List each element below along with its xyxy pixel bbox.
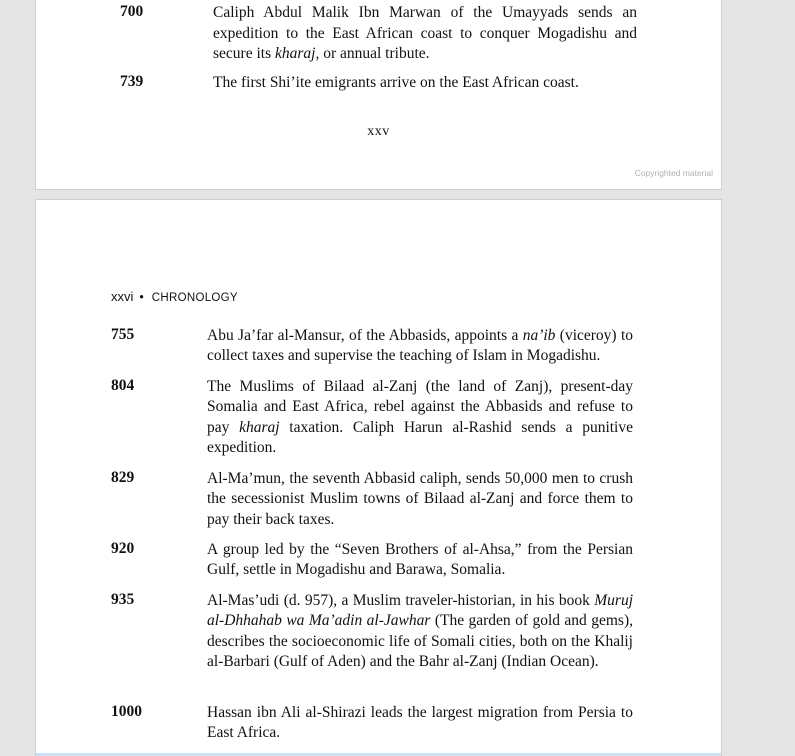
year-829: 829 (111, 469, 135, 486)
folio-page-number: xxv (367, 124, 390, 139)
entry-1000-text: Hassan ibn Ali al-Shirazi leads the largest migration from Persia to East Africa. (207, 704, 633, 742)
year-700: 700 (120, 3, 144, 20)
entry-804-text: The Muslims of Bilaad al-Zanj (the land of Zanj), present-day Somalia and East Africa, rebel against the Abbasids and refuse to pay kharaj taxation. Caliph Harun al-Rashid sends a punitive expedition. (207, 378, 633, 456)
entry-700-text: Caliph Abdul Malik Ibn Marwan of the Umayyads sends an expedition to the East African coast to conquer Mogadishu and secure its kharaj, or annual tribute. (213, 4, 637, 62)
entry-829-text: Al-Ma’mun, the seventh Abbasid caliph, sends 50,000 men to crush the secessionist Muslim towns of Bilaad al-Zanj and force them to pay their back taxes. (207, 470, 633, 528)
year-935: 935 (111, 591, 135, 608)
entry-755-text: Abu Ja’far al-Mansur, of the Abbasids, appoints a na’ib (viceroy) to collect taxes and supervise the teaching of Islam in Mogadishu. (207, 327, 633, 365)
entry-920-text: A group led by the “Seven Brothers of al-Ahsa,” from the Persian Gulf, settle in Mogadishu and Barawa, Somalia. (207, 541, 633, 579)
page-xxvi (36, 200, 721, 756)
year-755: 755 (111, 326, 135, 343)
year-920: 920 (111, 540, 135, 557)
entry-739-text: The first Shi’ite emigrants arrive on the East African coast. (213, 74, 579, 91)
running-head (111, 289, 238, 304)
page-xxv (36, 0, 721, 189)
running-head-section: CHRONOLOGY (151, 292, 238, 304)
copyright-notice: Copyrighted material (634, 168, 713, 178)
year-804: 804 (111, 377, 135, 394)
entry-935-text: Al-Mas’udi (d. 957), a Muslim traveler-historian, in his book Muruj al-Dhhahab wa Ma’adin al-Jawhar (The garden of gold and gems), describes the socioeconomic life of Somali cities, both on the Khalij al-Barbari (Gulf of Aden) and the Bahr al-Zanj (Indian Ocean). (207, 592, 633, 670)
bullet-icon: • (139, 290, 144, 304)
year-1000: 1000 (111, 703, 142, 720)
year-739: 739 (120, 73, 144, 90)
running-head-page-number: xxvi (111, 289, 134, 304)
